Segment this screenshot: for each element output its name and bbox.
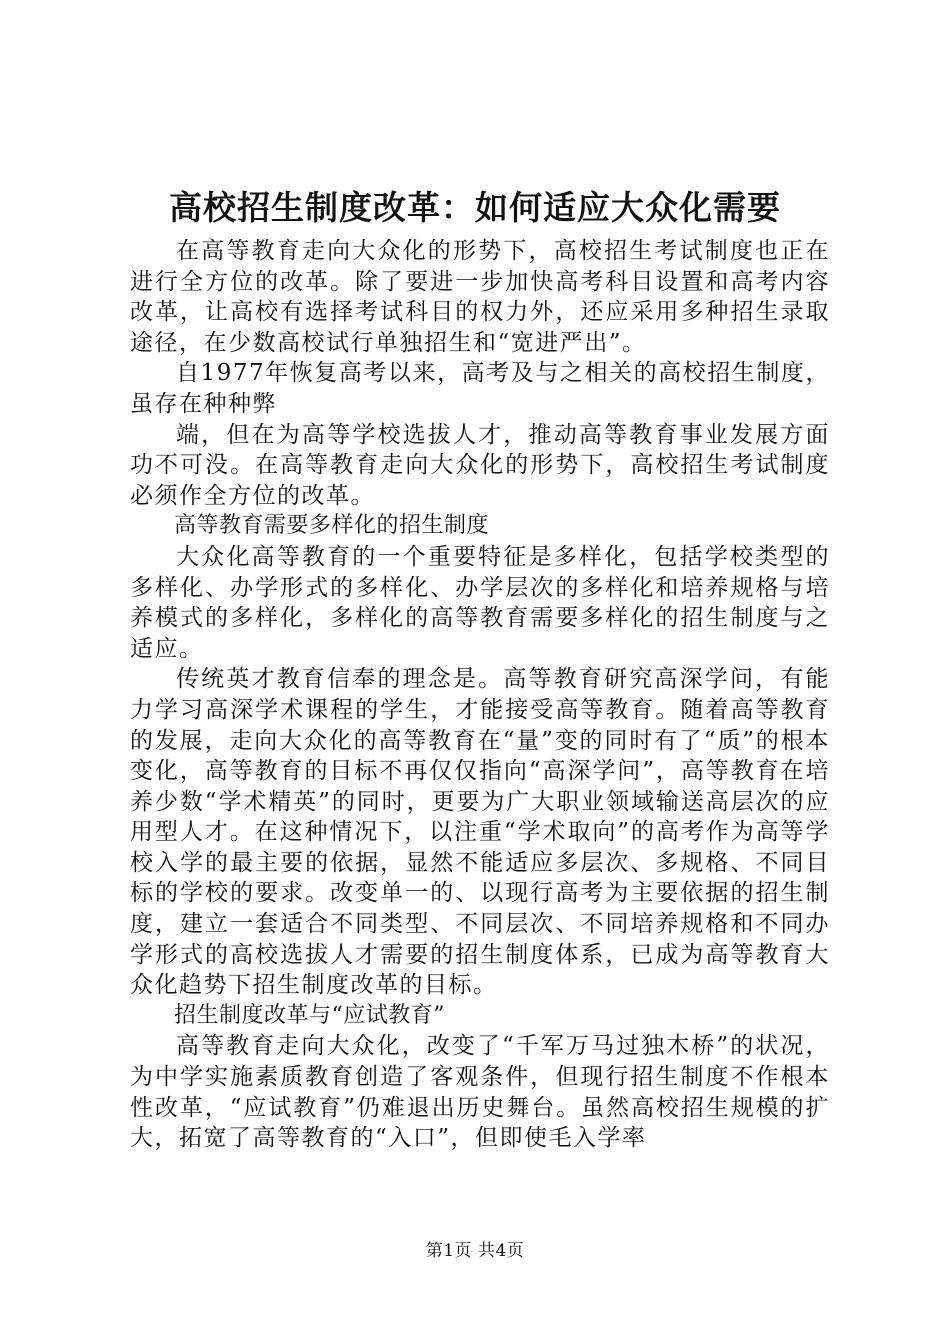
page-footer: 第1页 共4页 [425,1241,525,1261]
paragraph-intro: 在高等教育走向大众化的形势下，高校招生考试制度也正在进行全方位的改革。除了要进一步加快高考科目设置和高考内容改革，让高校有选择考试科目的权力外，还应采用多种招生录取途径，在少数高校试行单独招生和“宽进严出”。 [130,238,830,356]
section-heading-diversified-enrollment: 高等教育需要多样化的招生制度 [174,513,490,539]
document-body [130,236,830,1154]
paragraph-massification: 高等教育走向大众化，改变了“千军万马过独木桥”的状况，为中学实施素质教育创造了客观条件，但现行招生制度不作根本性改革，“应试教育”仍难退出历史舞台。虽然高校招生规模的扩大，拓宽了高等教育的“入口”，但即使毛入学率 [130,1033,830,1152]
paragraph-diversification: 大众化高等教育的一个重要特征是多样化，包括学校类型的多样化、办学形式的多样化、办学层次的多样化和培养规格与培养模式的多样化，多样化的高等教育需要多样化的招生制度与之适应。 [130,543,830,662]
document-title: 高校招生制度改革：如何适应大众化需要 [169,188,781,227]
paragraph-continuation: 端，但在为高等学校选拔人才，推动高等教育事业发展方面功不可没。在高等教育走向大众化的形势下，高校招生考试制度必须作全方位的改革。 [130,421,830,509]
paragraph-since-1977: 自1977年恢复高考以来，高考及与之相关的高校招生制度，虽存在种种弊 [130,360,830,417]
paragraph-elite-education: 传统英才教育信奉的理念是。高等教育研究高深学问，有能力学习高深学术课程的学生，才能接受高等教育。随着高等教育的发展，走向大众化的高等教育在“量”变的同时有了“质”的根本变化，高等教育的目标不再仅仅指向“高深学问”，高等教育在培养少数“学术精英”的同时，更要为广大职业领域输送高层次的应用型人才。在这种情况下，以注重“学术取向”的高考作为高等学校入学的最主要的依据，显然不能适应多层次、多规格、不同目标的学校的要求。改变单一的、以现行高考为主要依据的招生制度，建立一套适合不同类型、不同层次、不同培养规格和不同办学形式的高校选拔人才需要的招生制度体系，已成为高等教育大众化趋势下招生制度改革的目标。 [130,666,830,999]
section-heading-exam-oriented-education: 招生制度改革与“应试教育” [174,1002,445,1028]
